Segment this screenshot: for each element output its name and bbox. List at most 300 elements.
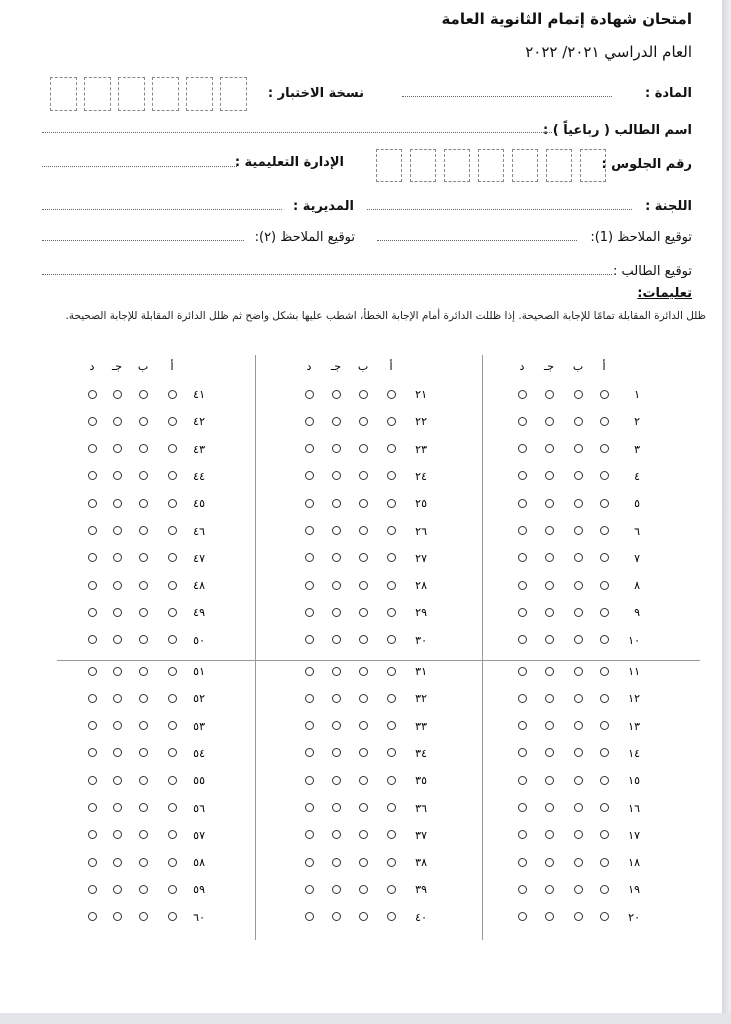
answer-bubble[interactable] [574,581,583,590]
answer-bubble[interactable] [387,694,396,703]
answer-bubble[interactable] [545,694,554,703]
answer-bubble[interactable] [113,390,122,399]
answer-bubble[interactable] [168,667,177,676]
answer-bubble[interactable] [305,748,314,757]
question-number: ١٧ [628,828,640,842]
answer-bubble[interactable] [359,635,368,644]
answer-bubble[interactable] [88,417,97,426]
answer-bubble[interactable] [332,776,341,785]
answer-bubble[interactable] [168,748,177,757]
answer-bubble[interactable] [332,667,341,676]
answer-bubble[interactable] [600,581,609,590]
answer-bubble[interactable] [139,912,148,921]
answer-bubble[interactable] [168,471,177,480]
answer-bubble[interactable] [139,667,148,676]
option-header: جـ [543,360,555,373]
answer-bubble[interactable] [359,885,368,894]
column-divider [482,355,483,940]
subject-label: المادة : [644,86,692,101]
answer-bubble[interactable] [332,444,341,453]
option-header: د [306,360,312,373]
question-number: ١٣ [628,719,640,733]
question-number: ٢٣ [415,442,427,456]
question-number: ٧ [634,551,640,565]
answer-bubble[interactable] [600,667,609,676]
option-header: جـ [111,360,123,373]
answer-bubble[interactable] [359,390,368,399]
answer-bubble[interactable] [139,803,148,812]
question-number: ٤٩ [193,606,205,620]
answer-bubble[interactable] [332,885,341,894]
answer-bubble[interactable] [88,608,97,617]
question-number: ٢٥ [415,497,427,511]
answer-bubble[interactable] [545,635,554,644]
answer-bubble[interactable] [168,830,177,839]
answer-bubble[interactable] [113,635,122,644]
answer-bubble[interactable] [332,526,341,535]
answer-bubble[interactable] [387,417,396,426]
answer-bubble[interactable] [600,499,609,508]
question-number: ٢٢ [415,415,427,429]
answer-bubble[interactable] [305,858,314,867]
answer-bubble[interactable] [518,444,527,453]
answer-bubble[interactable] [113,553,122,562]
answer-bubble[interactable] [574,803,583,812]
answer-bubble[interactable] [359,608,368,617]
option-header: ب [137,360,149,373]
exam-version-label: نسخة الاختبار : [267,86,364,101]
answer-bubble[interactable] [113,499,122,508]
answer-bubble[interactable] [139,776,148,785]
answer-bubble[interactable] [518,635,527,644]
question-number: ١٥ [628,774,640,788]
answer-bubble[interactable] [574,776,583,785]
answer-bubble[interactable] [305,553,314,562]
answer-bubble[interactable] [518,581,527,590]
answer-bubble[interactable] [139,885,148,894]
answer-bubble[interactable] [88,444,97,453]
answer-bubble[interactable] [113,444,122,453]
answer-bubble[interactable] [600,803,609,812]
answer-bubble[interactable] [518,608,527,617]
question-number: ٤٧ [193,551,205,565]
answer-bubble[interactable] [88,499,97,508]
answer-bubble[interactable] [600,748,609,757]
answer-bubble[interactable] [168,912,177,921]
answer-bubble[interactable] [113,830,122,839]
answer-bubble[interactable] [387,471,396,480]
answer-bubble[interactable] [139,390,148,399]
answer-bubble[interactable] [545,581,554,590]
answer-bubble[interactable] [139,444,148,453]
question-number: ٥٠ [193,633,205,647]
answer-bubble[interactable] [545,390,554,399]
question-number: ٤٤ [193,469,205,483]
question-number: ٣٥ [415,774,427,788]
answer-bubble[interactable] [113,417,122,426]
answer-bubble[interactable] [545,553,554,562]
answer-bubble[interactable] [305,776,314,785]
answer-bubble[interactable] [387,748,396,757]
answer-bubble[interactable] [545,471,554,480]
answer-bubble[interactable] [387,667,396,676]
answer-bubble[interactable] [359,830,368,839]
answer-bubble[interactable] [359,776,368,785]
observer2-sig-label: توقيع الملاحظ (٢): [254,230,355,245]
answer-bubble[interactable] [332,608,341,617]
answer-bubble[interactable] [88,390,97,399]
question-number: ٣٤ [415,746,427,760]
answer-bubble[interactable] [168,694,177,703]
answer-bubble[interactable] [305,803,314,812]
question-number: ٣٣ [415,719,427,733]
answer-bubble[interactable] [305,830,314,839]
answer-bubble[interactable] [139,721,148,730]
answer-bubble[interactable] [574,885,583,894]
answer-bubble[interactable] [113,803,122,812]
answer-bubble[interactable] [113,885,122,894]
answer-bubble[interactable] [139,417,148,426]
answer-bubble[interactable] [168,390,177,399]
answer-bubble[interactable] [332,417,341,426]
answer-bubble[interactable] [139,526,148,535]
answer-bubble[interactable] [305,471,314,480]
question-number: ٢٩ [415,606,427,620]
question-number: ٣٩ [415,883,427,897]
answer-bubble[interactable] [359,721,368,730]
answer-bubble[interactable] [113,694,122,703]
answer-bubble[interactable] [518,721,527,730]
answer-bubble[interactable] [545,858,554,867]
answer-bubble[interactable] [359,417,368,426]
answer-bubble[interactable] [332,553,341,562]
answer-bubble[interactable] [88,776,97,785]
answer-bubble[interactable] [574,748,583,757]
answer-bubble[interactable] [305,526,314,535]
answer-bubble[interactable] [600,553,609,562]
answer-bubble[interactable] [387,526,396,535]
question-number: ١ [634,388,640,401]
page-bottom [0,1013,731,1024]
answer-bubble[interactable] [332,830,341,839]
answer-bubble[interactable] [359,803,368,812]
answer-bubble[interactable] [332,748,341,757]
answer-bubble[interactable] [305,694,314,703]
answer-bubble[interactable] [600,912,609,921]
option-header: جـ [330,360,342,373]
answer-bubble[interactable] [168,803,177,812]
answer-bubble[interactable] [88,858,97,867]
answer-bubble[interactable] [387,635,396,644]
answer-bubble[interactable] [600,444,609,453]
answer-bubble[interactable] [305,635,314,644]
answer-bubble[interactable] [139,608,148,617]
answer-bubble[interactable] [574,608,583,617]
answer-bubble[interactable] [168,444,177,453]
answer-bubble[interactable] [518,390,527,399]
answer-bubble[interactable] [88,830,97,839]
answer-bubble[interactable] [139,553,148,562]
answer-bubble[interactable] [600,885,609,894]
answer-bubble[interactable] [545,748,554,757]
answer-bubble[interactable] [545,667,554,676]
question-number: ١٢ [628,692,640,706]
question-number: ٥١ [193,665,205,678]
answer-bubble[interactable] [113,776,122,785]
answer-bubble[interactable] [168,858,177,867]
answer-bubble[interactable] [545,885,554,894]
question-number: ٨ [634,579,640,593]
instructions-text: ظلل الدائرة المقابلة تمامًا للإجابة الصحيحة. إذا ظللت الدائرة أمام الإجابة الخطأ، اشطب عليها بشكل واضح ثم ظلل الدائرة المقابلة للإجابة الصحيحة. [65,310,706,322]
answer-bubble[interactable] [168,581,177,590]
answer-bubble[interactable] [305,417,314,426]
question-number: ٩ [634,606,640,620]
answer-bubble[interactable] [168,608,177,617]
answer-bubble[interactable] [574,444,583,453]
answer-bubble[interactable] [518,803,527,812]
answer-bubble[interactable] [359,912,368,921]
answer-bubble[interactable] [332,694,341,703]
answer-bubble[interactable] [387,444,396,453]
answer-bubble[interactable] [113,526,122,535]
answer-bubble[interactable] [305,912,314,921]
answer-bubble[interactable] [387,581,396,590]
question-number: ٢٦ [415,524,427,538]
answer-bubble[interactable] [387,608,396,617]
question-number: ٢٠ [628,910,640,924]
answer-bubble[interactable] [113,858,122,867]
answer-bubble[interactable] [139,694,148,703]
answer-bubble[interactable] [113,581,122,590]
answer-bubble[interactable] [545,776,554,785]
answer-bubble[interactable] [518,858,527,867]
answer-bubble[interactable] [387,499,396,508]
answer-bubble[interactable] [332,390,341,399]
answer-bubble[interactable] [600,390,609,399]
answer-bubble[interactable] [139,858,148,867]
answer-bubble[interactable] [88,721,97,730]
answer-bubble[interactable] [88,803,97,812]
answer-bubble[interactable] [168,721,177,730]
answer-bubble[interactable] [332,803,341,812]
answer-bubble[interactable] [600,526,609,535]
answer-bubble[interactable] [518,499,527,508]
answer-bubble[interactable] [518,553,527,562]
answer-bubble[interactable] [305,581,314,590]
question-number: ٤ [634,469,640,483]
answer-bubble[interactable] [518,830,527,839]
option-header: أ [602,360,606,373]
answer-bubble[interactable] [518,694,527,703]
answer-bubble[interactable] [574,553,583,562]
answer-bubble[interactable] [139,635,148,644]
answer-bubble[interactable] [168,499,177,508]
answer-bubble[interactable] [574,526,583,535]
answer-bubble[interactable] [139,830,148,839]
answer-bubble[interactable] [168,776,177,785]
answer-bubble[interactable] [359,858,368,867]
answer-bubble[interactable] [518,526,527,535]
answer-bubble[interactable] [359,526,368,535]
answer-bubble[interactable] [332,858,341,867]
answer-bubble[interactable] [574,912,583,921]
answer-bubble[interactable] [113,748,122,757]
answer-bubble[interactable] [332,499,341,508]
answer-bubble[interactable] [518,776,527,785]
answer-bubble[interactable] [387,912,396,921]
answer-bubble[interactable] [545,444,554,453]
answer-bubble[interactable] [88,526,97,535]
answer-bubble[interactable] [387,776,396,785]
answer-bubble[interactable] [574,390,583,399]
academic-year: العام الدراسي ٢٠٢١/ ٢٠٢٢ [525,43,692,61]
answer-bubble[interactable] [574,667,583,676]
question-number: ٥٩ [193,883,205,897]
answer-bubble[interactable] [574,830,583,839]
answer-bubble[interactable] [113,667,122,676]
answer-bubble[interactable] [600,417,609,426]
answer-bubble[interactable] [305,444,314,453]
question-number: ٤٥ [193,497,205,511]
answer-bubble[interactable] [600,830,609,839]
question-number: ١١ [628,665,640,678]
answer-bubble[interactable] [359,581,368,590]
question-number: ٢٧ [415,551,427,565]
answer-bubble[interactable] [139,499,148,508]
committee-label: اللجنة : [645,199,692,214]
answer-bubble[interactable] [305,667,314,676]
answer-bubble[interactable] [574,858,583,867]
answer-bubble[interactable] [359,694,368,703]
question-number: ٥ [634,497,640,511]
answer-bubble[interactable] [518,471,527,480]
answer-bubble[interactable] [387,553,396,562]
observer1-sig-label: توقيع الملاحظ (1): [590,230,692,245]
answer-bubble[interactable] [332,721,341,730]
answer-bubble[interactable] [168,885,177,894]
answer-bubble[interactable] [332,471,341,480]
answer-bubble[interactable] [574,471,583,480]
answer-bubble[interactable] [600,721,609,730]
answer-bubble[interactable] [387,390,396,399]
answer-bubble[interactable] [359,499,368,508]
answer-bubble[interactable] [545,721,554,730]
answer-bubble[interactable] [574,635,583,644]
answer-bubble[interactable] [359,748,368,757]
question-number: ٥٢ [193,692,205,706]
answer-bubble[interactable] [168,635,177,644]
answer-grid [57,0,722,1013]
answer-bubble[interactable] [600,858,609,867]
answer-bubble[interactable] [518,885,527,894]
answer-bubble[interactable] [139,748,148,757]
answer-bubble[interactable] [88,912,97,921]
answer-bubble[interactable] [545,912,554,921]
answer-bubble[interactable] [600,608,609,617]
answer-bubble[interactable] [88,471,97,480]
answer-bubble[interactable] [387,858,396,867]
answer-bubble[interactable] [387,721,396,730]
answer-bubble[interactable] [359,471,368,480]
answer-bubble[interactable] [545,526,554,535]
answer-bubble[interactable] [574,721,583,730]
answer-bubble[interactable] [139,471,148,480]
answer-bubble[interactable] [88,553,97,562]
answer-bubble[interactable] [305,885,314,894]
answer-bubble[interactable] [545,803,554,812]
answer-bubble[interactable] [168,526,177,535]
answer-bubble[interactable] [574,417,583,426]
answer-bubble[interactable] [600,776,609,785]
answer-bubble[interactable] [139,581,148,590]
question-number: ٣٧ [415,828,427,842]
answer-bubble[interactable] [113,721,122,730]
answer-bubble[interactable] [545,417,554,426]
option-header: د [519,360,525,373]
answer-bubble[interactable] [88,581,97,590]
question-number: ٥٧ [193,828,205,842]
question-number: ٣٨ [415,856,427,870]
answer-bubble[interactable] [305,608,314,617]
answer-bubble[interactable] [518,748,527,757]
answer-bubble[interactable] [518,667,527,676]
question-number: ٥٤ [193,746,205,760]
question-number: ٤٢ [193,415,205,429]
answer-bubble[interactable] [332,581,341,590]
answer-bubble[interactable] [545,499,554,508]
answer-bubble[interactable] [600,694,609,703]
answer-bubble[interactable] [574,694,583,703]
answer-bubble[interactable] [88,694,97,703]
directorate-label: المديرية : [292,199,354,214]
answer-bubble[interactable] [359,667,368,676]
answer-bubble[interactable] [88,667,97,676]
answer-bubble[interactable] [332,635,341,644]
answer-bubble[interactable] [359,553,368,562]
answer-bubble[interactable] [88,748,97,757]
answer-bubble[interactable] [600,635,609,644]
answer-bubble[interactable] [332,912,341,921]
answer-bubble[interactable] [305,499,314,508]
answer-bubble[interactable] [305,721,314,730]
answer-bubble[interactable] [359,444,368,453]
answer-bubble[interactable] [387,885,396,894]
question-number: ٣٢ [415,692,427,706]
answer-bubble[interactable] [574,499,583,508]
question-number: ٤١ [193,388,205,401]
answer-bubble[interactable] [387,830,396,839]
answer-bubble[interactable] [113,912,122,921]
option-header: ب [572,360,584,373]
answer-bubble[interactable] [545,608,554,617]
answer-bubble[interactable] [168,553,177,562]
answer-bubble[interactable] [387,803,396,812]
answer-bubble[interactable] [305,390,314,399]
answer-bubble[interactable] [168,417,177,426]
question-number: ٤٠ [415,910,427,924]
option-header: أ [389,360,393,373]
answer-bubble[interactable] [518,912,527,921]
question-number: ١٦ [628,801,640,815]
answer-bubble[interactable] [113,471,122,480]
answer-bubble[interactable] [88,885,97,894]
answer-bubble[interactable] [545,830,554,839]
question-number: ١٩ [628,883,640,897]
answer-bubble[interactable] [600,471,609,480]
answer-bubble[interactable] [113,608,122,617]
answer-bubble[interactable] [518,417,527,426]
answer-bubble[interactable] [88,635,97,644]
